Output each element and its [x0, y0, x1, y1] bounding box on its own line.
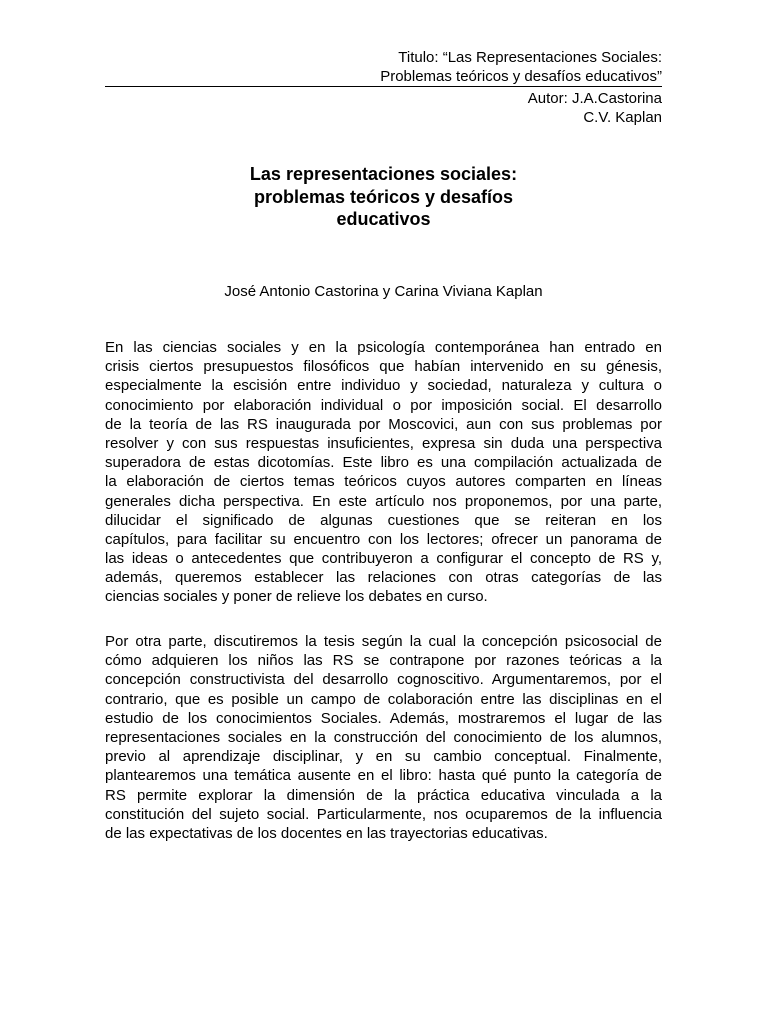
body-paragraph [105, 338, 662, 607]
document-title [105, 163, 662, 231]
paragraph-line: contrario, que es posible un campo de colaboración entre las disciplinas en el [105, 690, 662, 708]
running-header [105, 48, 662, 86]
header-author-line: Autor: J.A.Castorina [527, 90, 662, 107]
author-byline: José Antonio Castorina y Carina Viviana Kaplan [224, 283, 543, 300]
paragraph-line: además, queremos establecer las relaciones con otras categorías de las [105, 569, 662, 587]
paragraph-line: constitución del sujeto social. Particularmente, nos ocuparemos de la influencia [105, 805, 662, 823]
paragraph-line: plantearemos una temática ausente en el libro: hasta qué punto la categoría de [105, 767, 662, 785]
paragraph-line: superadora de estas dicotomías. Este libro es una compilación actualizada de [105, 454, 662, 472]
paragraph-line: generales dicha perspectiva. En este artículo nos proponemos, por una parte, [105, 492, 662, 510]
paragraph-line: ciencias sociales y poner de relieve los debates en curso. [105, 588, 488, 606]
document-title-line: educativos [336, 209, 431, 229]
paragraph-line: dilucidar el significado de algunas cuestiones que se reiteran en los [105, 511, 662, 529]
paragraph-line: la elaboración de ciertos temas teóricos cuyos autores comparten en líneas [105, 473, 662, 491]
paragraph-line: de las expectativas de los docentes en las trayectorias educativas. [105, 824, 548, 842]
header-title-line: Titulo: “Las Representaciones Sociales: [398, 49, 662, 66]
paragraph-line: previo al aprendizaje disciplinar, y en su cambio conceptual. Finalmente, [105, 748, 662, 766]
paragraph-line: Por otra parte, discutiremos la tesis según la cual la concepción psicosocial de [105, 633, 662, 650]
paragraph-line: cómo adquieren los niños las RS se contrapone por razones teóricas a la [105, 652, 662, 670]
paragraph-line: conocimiento por elaboración individual o por imposición social. El desarrollo [105, 396, 662, 414]
paragraph-line: En las ciencias sociales y en la psicología contemporánea han entrado en [105, 339, 662, 356]
paragraph-line: de la teoría de las RS inaugurada por Moscovici, aun con sus problemas por [105, 415, 662, 433]
paragraph-line: resolver y con sus respuestas insuficientes, expresa sin duda una perspectiva [105, 434, 662, 452]
paragraph-line: RS permite explorar la dimensión de la práctica educativa vinculada a la [105, 786, 662, 804]
paragraph-line: estudio de los conocimientos Sociales. Además, mostraremos el lugar de las [105, 709, 662, 727]
document-title-line: problemas teóricos y desafíos [253, 186, 514, 207]
header-divider [105, 86, 662, 87]
paragraph-line: capítulos, para facilitar su encuentro con los lectores; ofrecer un panorama de [105, 530, 662, 548]
paragraph-line: crisis ciertos presupuestos filosóficos que habían intervenido en su génesis, [105, 358, 662, 376]
paragraph-line: representaciones sociales en la construcción del conocimiento de los alumnos, [105, 728, 662, 746]
paragraph-line: las ideas o antecedentes que contribuyeron a configurar el concepto de RS y, [105, 550, 662, 568]
body-paragraph [105, 632, 662, 843]
document-title-line: Las representaciones sociales: [249, 164, 518, 184]
paragraph-line: especialmente la escisión entre individuo y sociedad, naturaleza y cultura o [105, 377, 662, 395]
header-title-line: Problemas teóricos y desafíos educativos” [380, 68, 662, 85]
paragraph-line: concepción constructivista del desarrollo cognoscitivo. Argumentaremos, por el [105, 671, 662, 689]
header-authors [105, 89, 662, 127]
header-author-line: C.V. Kaplan [583, 109, 662, 126]
